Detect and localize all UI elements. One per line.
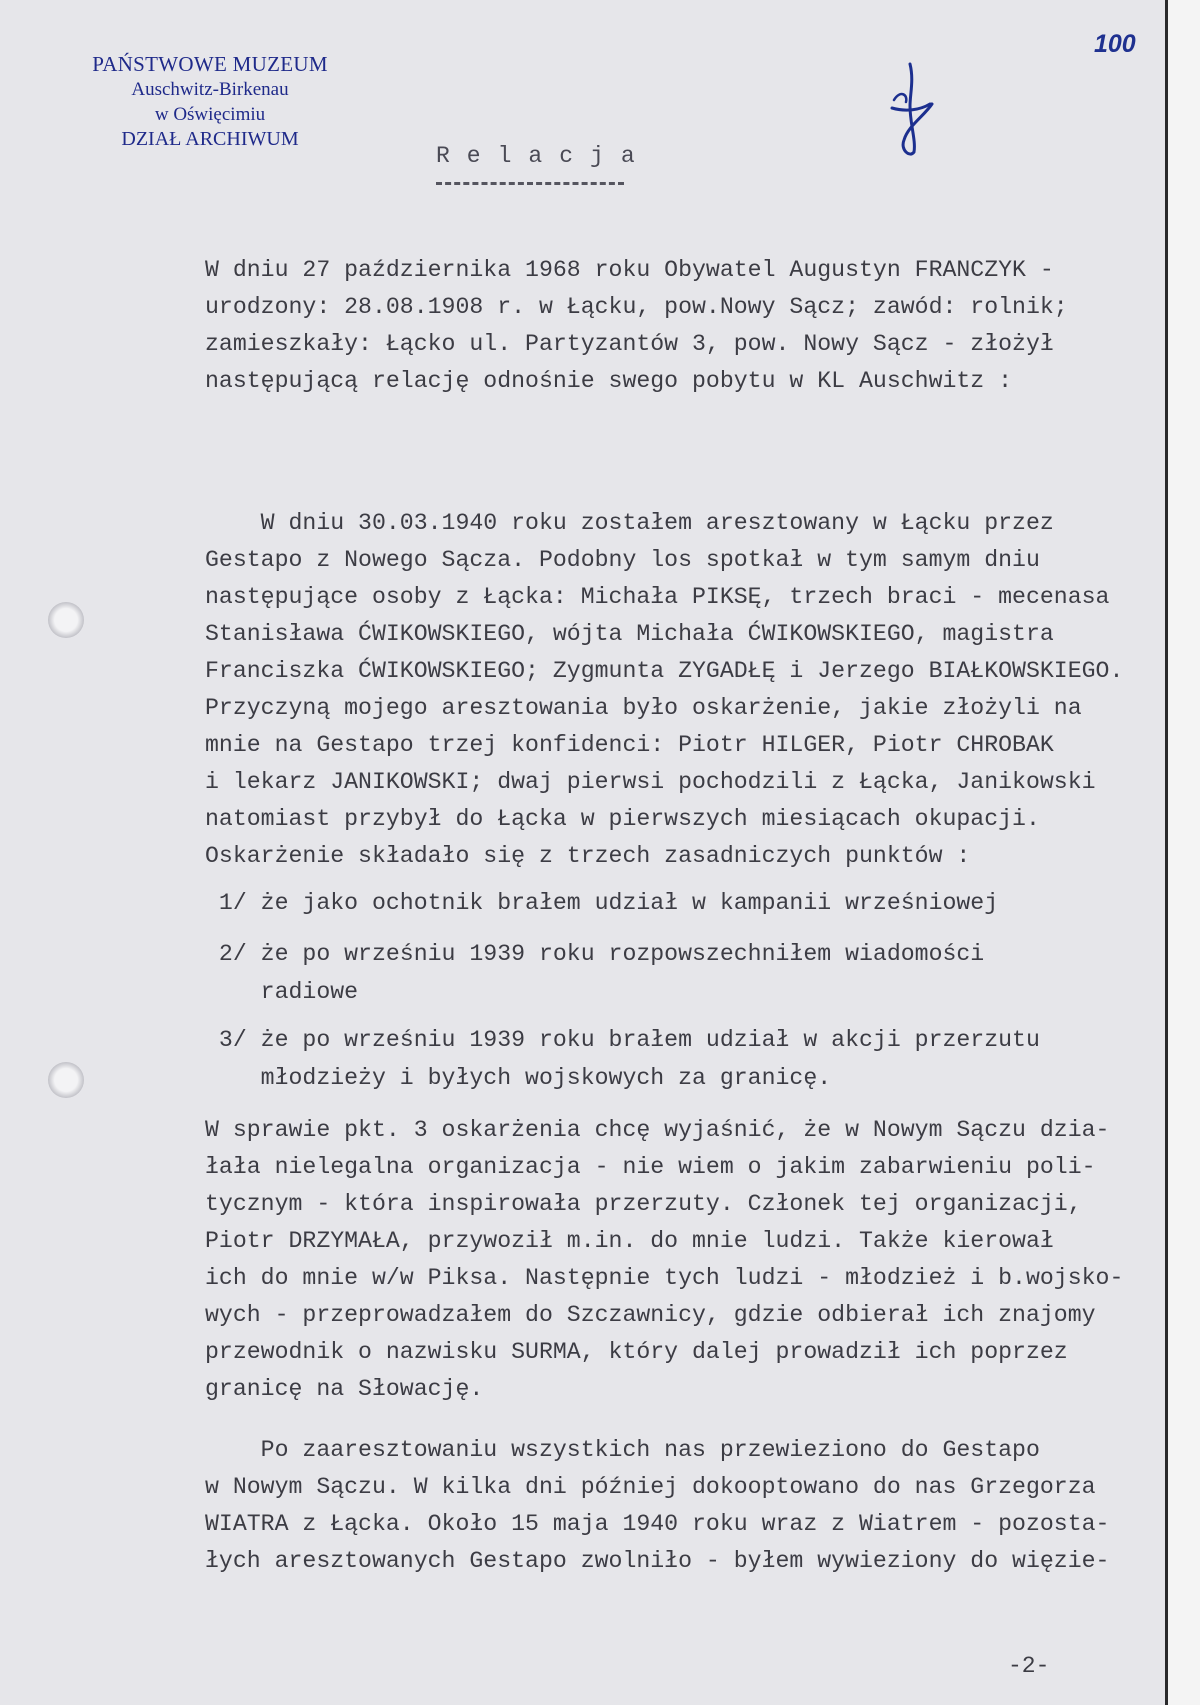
page-footer-number: -2-: [1008, 1653, 1050, 1679]
stamp-line-1: PAŃSTWOWE MUZEUM: [92, 52, 328, 76]
document-title: Relacja: [436, 143, 652, 169]
paragraph-arrest: W dniu 30.03.1940 roku zostałem aresztowany w Łącku przez Gestapo z Nowego Sącza. Podobny los spotkał w tym samym dniu następujące osoby z Łącka: Michała PIKSĘ, trzech braci - mecenasa Stanisława ĆWIKOWSKIEGO, wójta Michała ĆWIKOWSKIEGO, magistra Franciszka ĆWIKOWSKIEGO; Zygmunta ZYGADŁĘ i Jerzego BIAŁKOWSKIEGO. Przyczyną mojego aresztowania było oskarżenie, jakie złożyli na mnie na Gestapo trzej konfidenci: Piotr HILGER, Piotr CHROBAK i lekarz JANIKOWSKI; dwaj pierwsi pochodzili z Łącka, Janikowski natomiast przybył do Łącka w pierwszych miesiącach okupacji. Oskarżenie składało się z trzech zasadniczych punktów :: [205, 510, 1124, 869]
scan-edge: [1165, 0, 1200, 1705]
archive-page-number: 100: [1094, 30, 1136, 58]
archive-stamp: [60, 52, 360, 152]
title-underline: [436, 182, 624, 185]
paragraph-gestapo: Po zaaresztowaniu wszystkich nas przewieziono do Gestapo w Nowym Sączu. W kilka dni później dokooptowano do nas Grzegorza WIATRA z Łącka. Około 15 maja 1940 roku wraz z Wiatrem - pozosta- łych aresztowanych Gestapo zwolniło - byłem wywieziony do więzie-: [205, 1437, 1110, 1574]
handwritten-mark-icon: [880, 60, 940, 160]
punch-hole: [48, 1062, 84, 1098]
stamp-line-3: w Oświęcimiu: [154, 104, 266, 125]
punch-hole: [48, 602, 84, 638]
accusation-item-2: 2/ że po wrześniu 1939 roku rozpowszechniłem wiadomości radiowe: [218, 941, 985, 1005]
accusation-item-3: 3/ że po wrześniu 1939 roku brałem udział w akcji przerzutu młodzieży i byłych wojskowych za granicę.: [218, 1027, 1040, 1091]
intro-paragraph: W dniu 27 października 1968 roku Obywatel Augustyn FRANCZYK - urodzony: 28.08.1908 r. w Łącku, pow.Nowy Sącz; zawód: rolnik; zamieszkały: Łącko ul. Partyzantów 3, pow. Nowy Sącz - złożył następującą relację odnośnie swego pobytu w KL Auschwitz :: [205, 257, 1068, 394]
paragraph-organization: W sprawie pkt. 3 oskarżenia chcę wyjaśnić, że w Nowym Sączu dzia- łała nielegalna organizacja - nie wiem o jakim zabarwieniu poli- tycznym - która inspirowała przerzuty. Członek tej organizacji, Piotr DRZYMAŁA, przywoził m.in. do mnie ludzi. Także kierował ich do mnie w/w Piksa. Następnie tych ludzi - młodzież i b.wojsko- wych - przeprowadzałem do Szczawnicy, gdzie odbierał ich znajomy przewodnik o nazwisku SURMA, który dalej prowadził ich poprzez granicę na Słowację.: [205, 1117, 1124, 1402]
accusation-item-1: 1/ że jako ochotnik brałem udział w kampanii wrześniowej: [205, 890, 999, 916]
stamp-line-2: Auschwitz-Birkenau: [131, 79, 289, 100]
stamp-line-4: DZIAŁ ARCHIWUM: [121, 128, 299, 150]
